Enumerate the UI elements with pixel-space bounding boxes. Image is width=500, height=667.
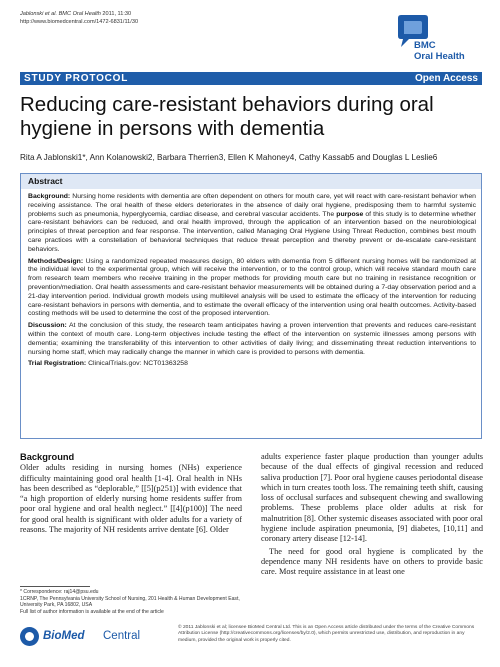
footnote-divider <box>20 586 90 587</box>
author-info-note: Full list of author information is available at the end of the article <box>20 608 164 615</box>
abstract-trial-label: Trial Registration: <box>28 360 87 368</box>
biomed-central-circle-icon <box>20 627 39 646</box>
abstract-box <box>20 173 482 439</box>
background-paragraph-1-cont: adults experience faster plaque production than younger adults because of the dual effects of gingival recession and reduced saliva production [7]. Poor oral hygiene causes periodontal disease which in turn creates tooth loss. The remaining teeth shift, causing loss of occlusal surfaces and subsequent chewing and swallowing problems. These problems place older adults at risk for malnutrition [8]. Other systemic diseases associated with poor oral hygiene include aspiration pneumonia, [9] diabetes, [10,11] and coronary artery disease [12-14]. <box>261 452 483 544</box>
affiliation-note: 1CRNP, The Pennsylvania University School of Nursing, 201 Health & Human Development East, University Park, PA 16802, USA <box>20 595 240 608</box>
citation-journal: BMC Oral Health <box>58 11 101 17</box>
article-type-banner <box>20 72 482 85</box>
citation-url-link[interactable]: http://www.biomedcentral.com/1472-6831/11/30 <box>20 18 139 25</box>
background-heading: Background <box>20 452 75 462</box>
background-paragraph-2: The need for good oral hygiene is complicated by the dependence many NH residents have on others to provide basic care. Most require assistance in at least one <box>261 546 483 577</box>
abstract-purpose-word: purpose <box>336 210 364 218</box>
open-access-label: Open Access <box>415 73 478 84</box>
brand-central: Central <box>103 630 141 642</box>
author-list: Rita A Jablonski1*, Ann Kolanowski2, Barbara Therrien3, Ellen K Mahoney4, Cathy Kassab5 and Douglas L Leslie6 <box>20 153 438 162</box>
abstract-background-text: Nursing home residents with dementia are often dependent on others for mouth care, yet will react with care-resistant behavior when receiving assistance. The oral health of these elders deteriorates in the absence of daily oral hygiene, predisposing them to harmful systemic problems such as pneumonia, hyperglycemia, cardiac disease, and cerebral vascular accidents. The <box>28 193 476 218</box>
footnotes <box>20 589 242 615</box>
abstract-heading: Abstract <box>21 174 481 189</box>
citation-year: 2011, 11:30 <box>102 11 132 17</box>
license-text: © 2011 Jablonski et al; licensee BioMed Central Ltd. This is an Open Access article distributed under the terms of the Creative Commons Attribution License (http://creativecommons.org/licenses/by/2.0), which permits unrestricted use, distribution, and reproduction in any medium, provided the original work is properly cited. <box>178 625 475 643</box>
article-title: Reducing care-resistant behaviors during oral hygiene in persons with dementia <box>20 93 434 140</box>
abstract-methods-text: Using a randomized repeated measures design, 80 elders with dementia from 5 different nursing homes will be randomized at the individual level to the experimental group, which will receive the intervention, or to the control group, which will receive standard mouth care from research team members who receive training in the proper methods for providing mouth care but no training in resistance recognition or prevention/mediation. Oral health assessments and care-resistant behavior measurements will be obtained during a 7-day observation period and a 21-day intervention period. Individual growth models using multilevel analysis will be used to estimate the efficacy of the intervention for reducing care-resistant behaviors in persons with dementia, and to estimate the overall efficacy of the intervention using oral health outcomes. Activity-based costing methods will be used to determine the cost of the proposed intervention. <box>28 257 477 318</box>
abstract-discussion <box>28 322 476 357</box>
logo-text-journal: Oral Health <box>414 51 465 62</box>
abstract-trial-registration <box>28 360 476 369</box>
citation-authors: Jablonski et al. <box>20 11 58 17</box>
abstract-discussion-label: Discussion: <box>28 322 67 330</box>
abstract-background-text-2: of this study is to determine whether care-resistant behaviors can be reduced, and oral health improved, through the application of an intervention based on the neurobiological principles of threat perception and fear response. The intervention, called Managing Oral Hygiene Using Threat Reduction, combines best mouth care practices with a constellation of behavioral techniques that reduce threat perception and thereby prevent or de-escalate care-resistant behaviors. <box>28 210 477 253</box>
biomed-central-logo <box>20 627 170 647</box>
body-column-right <box>261 452 483 578</box>
abstract-background-label: Background: <box>28 193 71 200</box>
body-column-left <box>20 452 242 535</box>
citation <box>20 11 138 26</box>
abstract-methods <box>28 258 476 320</box>
brand-biomed: BioMed <box>43 630 85 642</box>
trial-registration-link[interactable]: ClinicalTrials.gov: NCT01363258 <box>88 360 188 368</box>
abstract-background <box>28 193 476 255</box>
background-paragraph-1: Older adults residing in nursing homes (NHs) experience difficulty maintaining good oral health [1-4]. Oral health in NHs has been described as “deplorable,” [[5](p251)] with evidence that “a high proportion of elderly nursing home residents suffer from poor oral hygiene and oral health neglect.” [[4](p100)] The need for good oral health is significant with older adults for a variety of reasons. The majority of NH residents arrive dentate [6]. Older <box>20 463 242 535</box>
bmc-oral-health-logo <box>395 14 485 66</box>
abstract-methods-label: Methods/Design: <box>28 257 84 265</box>
citation-line-1 <box>20 11 138 19</box>
abstract-body <box>28 193 476 372</box>
abstract-discussion-text: At the conclusion of this study, the research team anticipates having a proven intervention that prevents and reduces care-resistant within the context of mouth care. Long-term objectives include testing the effect of the intervention on systemic illnesses among persons with dementia; examining the transferability of this intervention to other activities of daily living; and disseminating threat reduction interventions to nursing home staff, which may radically change the manner in which care is provided to persons with dementia. <box>28 322 476 356</box>
correspondence-note: * Correspondence: raj14@psu.edu <box>20 589 99 595</box>
article-type-label: STUDY PROTOCOL <box>24 73 129 84</box>
logo-text-bmc: BMC <box>414 40 436 51</box>
